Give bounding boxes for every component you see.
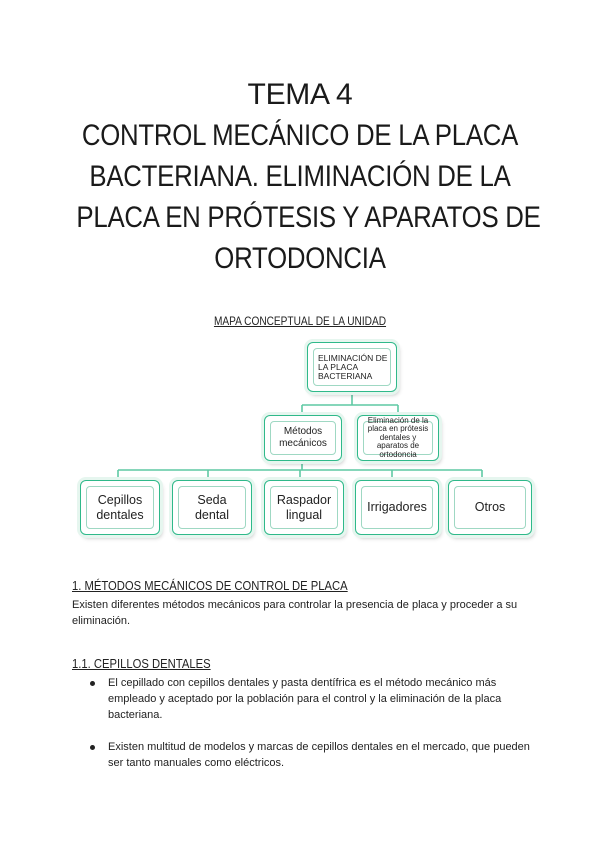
concept-node-irrigadores (355, 480, 439, 535)
node-label: Raspador lingual (270, 486, 338, 529)
title-line: CONTROL MECÁNICO DE LA PLACA (81, 119, 519, 152)
list-item (90, 675, 530, 723)
section-heading: 1. MÉTODOS MECÁNICOS DE CONTROL DE PLACA (72, 579, 348, 593)
node-label: Irrigadores (361, 486, 433, 529)
concept-node-root (307, 342, 397, 392)
node-label: Métodos mecánicos (270, 421, 336, 455)
bullet-icon (90, 681, 95, 686)
node-label: Seda dental (178, 486, 246, 529)
concept-map-heading: MAPA CONCEPTUAL DE LA UNIDAD (213, 316, 387, 328)
title-line: PLACA EN PRÓTESIS Y APARATOS DE (76, 201, 541, 234)
node-label: ELIMINACIÓN DE LA PLACA BACTERIANA (313, 348, 391, 386)
bullet-icon (90, 745, 95, 750)
subsection-heading: 1.1. CEPILLOS DENTALES (72, 657, 211, 671)
node-label: Cepillos dentales (86, 486, 154, 529)
title-line: BACTERIANA. ELIMINACIÓN DE LA (89, 160, 511, 193)
node-label: Eliminación de la placa en prótesis dentales y aparatos de ortodoncia (363, 421, 433, 455)
concept-node-seda-dental (172, 480, 252, 535)
list-item-text: El cepillado con cepillos dentales y pasta dentífrica es el método mecánico más empleado y aceptado por la población para el control y la eliminación de la placa bacteriana. (108, 677, 502, 721)
title-line: ORTODONCIA (214, 242, 386, 275)
concept-node-raspador-lingual (264, 480, 344, 535)
title-line: TEMA 4 (247, 78, 353, 111)
document-title (40, 74, 560, 279)
concept-node-metodos-mecanicos (264, 415, 342, 461)
concept-node-otros (448, 480, 532, 535)
node-label: Otros (454, 486, 526, 529)
bullet-list (90, 675, 530, 787)
list-item (90, 739, 530, 771)
list-item-text: Existen multitud de modelos y marcas de cepillos dentales en el mercado, que pueden ser tanto manuales como eléctricos. (108, 741, 530, 769)
concept-map (0, 330, 600, 550)
section-paragraph: Existen diferentes métodos mecánicos para controlar la presencia de placa y proceder a su eliminación. (72, 599, 518, 627)
concept-node-eliminacion-protesis (357, 415, 439, 461)
concept-node-cepillos-dentales (80, 480, 160, 535)
